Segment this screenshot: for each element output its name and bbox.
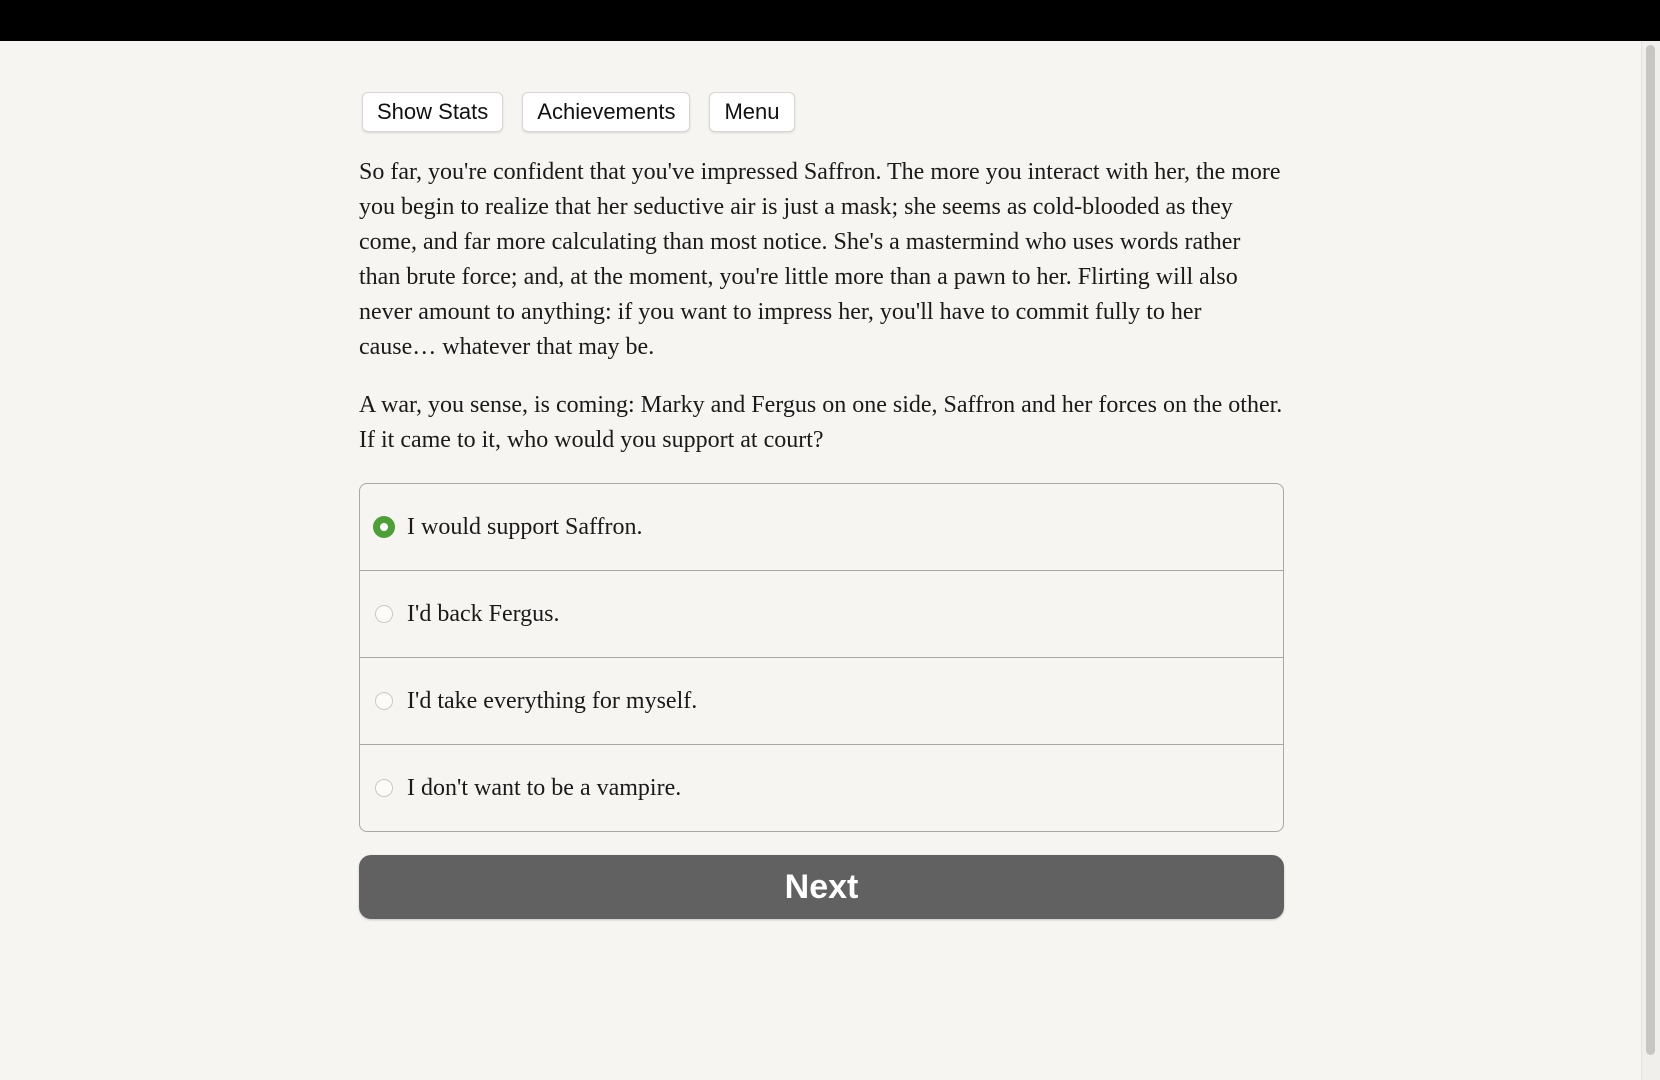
choice-option-support-saffron[interactable] — [360, 484, 1283, 570]
choice-list — [359, 483, 1284, 832]
achievements-button[interactable]: Achievements — [522, 92, 690, 132]
next-button[interactable]: Next — [359, 855, 1284, 919]
choice-label: I would support Saffron. — [407, 513, 643, 540]
game-content — [359, 92, 1284, 919]
story-paragraph: So far, you're confident that you've impressed Saffron. The more you interact with her, the more you begin to realize that her seductive air is just a mask; she seems as cold-blooded as they come, and far more calculating than most notice. She's a mastermind who uses words rather than brute force; and, at the moment, you're little more than a pawn to her. Flirting will also never amount to anything: if you want to impress her, you'll have to commit fully to her cause… whatever that may be. — [359, 159, 1281, 360]
choice-option-not-vampire[interactable] — [360, 744, 1283, 831]
radio-button[interactable] — [375, 692, 393, 710]
choice-label: I'd back Fergus. — [407, 600, 560, 627]
choice-label: I don't want to be a vampire. — [407, 774, 682, 801]
story-text — [359, 155, 1284, 458]
story-paragraph: A war, you sense, is coming: Marky and Fergus on one side, Saffron and her forces on the other. If it came to it, who would you support at court? — [359, 392, 1283, 453]
show-stats-button[interactable]: Show Stats — [362, 92, 503, 132]
scrollbar-thumb[interactable] — [1646, 45, 1655, 1055]
choice-option-back-fergus[interactable] — [360, 570, 1283, 657]
radio-button[interactable] — [375, 779, 393, 797]
toolbar — [362, 92, 1284, 132]
choice-option-take-everything[interactable] — [360, 657, 1283, 744]
window-top-bar — [0, 0, 1660, 41]
choice-label: I'd take everything for myself. — [407, 687, 698, 714]
vertical-scrollbar[interactable] — [1641, 41, 1660, 1080]
radio-button-selected[interactable] — [373, 516, 395, 538]
radio-button[interactable] — [375, 605, 393, 623]
menu-button[interactable]: Menu — [709, 92, 794, 132]
